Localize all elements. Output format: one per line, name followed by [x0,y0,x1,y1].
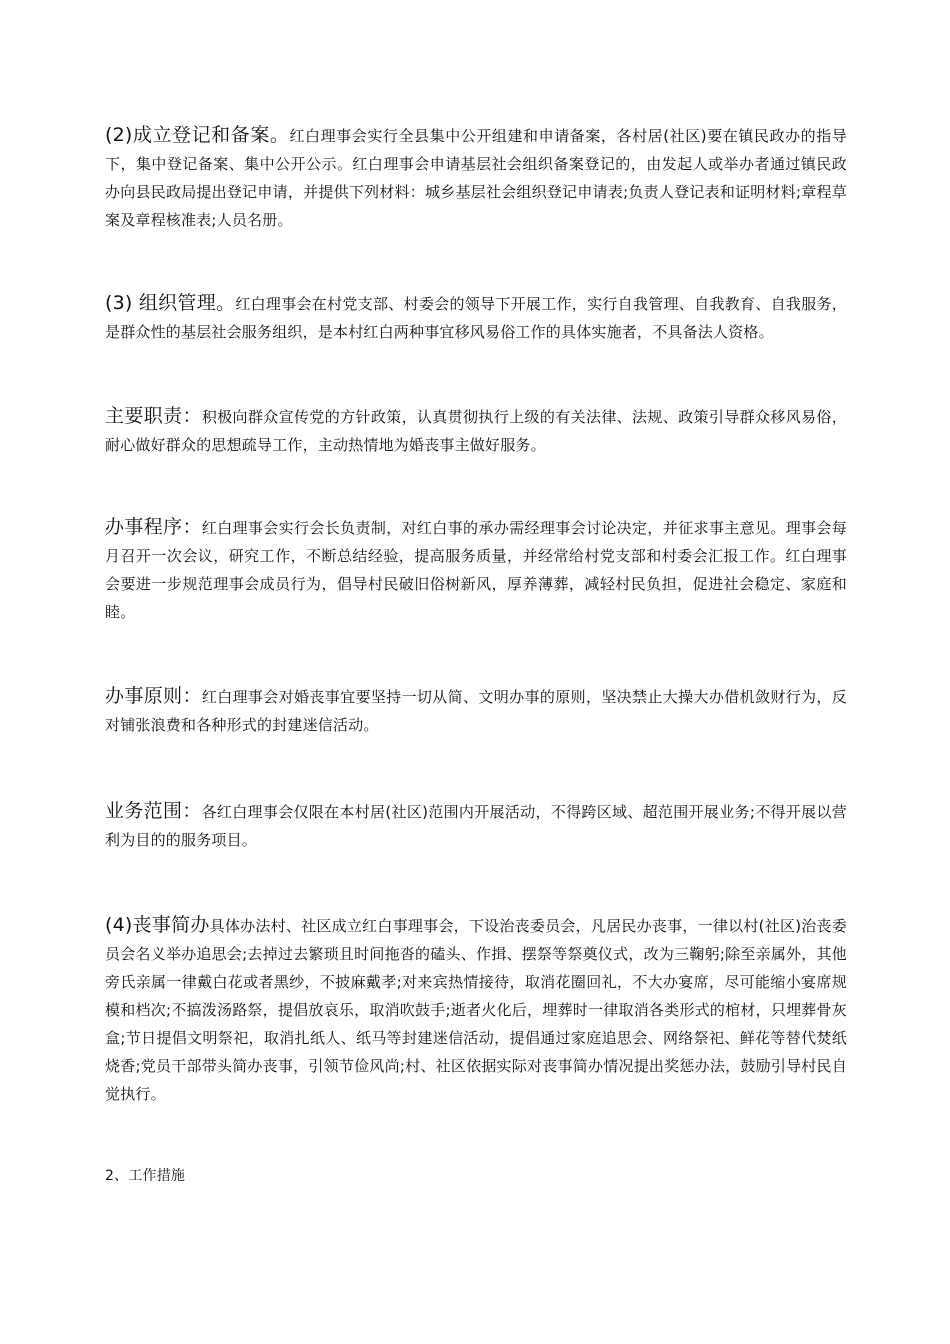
paragraph-lead: 主要职责： [105,405,202,427]
paragraph-duties [105,402,847,459]
paragraph-text: 2、工作措施 [105,1168,186,1184]
paragraph-lead: 办事原则： [105,685,202,707]
section-heading-work-measures [105,1162,847,1190]
paragraph-lead: 业务范围： [105,800,202,822]
paragraph-text: 红白理事会实行全县集中公开组建和申请备案，各村居(社区)要在镇民政办的指导下，集中登记备案、集中公开公示。红白理事会申请基层社会组织备案登记的，由发起人或举办者通过镇民政办向县民政局提出登记申请，并提供下列材料：城乡基层社会组织登记申请表;负责人登记表和证明材料;章程草案及章程核准表;人员名册。 [105,127,847,229]
paragraph-text: 积极向群众宣传党的方针政策，认真贯彻执行上级的有关法律、法规、政策引导群众移风易俗，耐心做好群众的思想疏导工作，主动热情地为婚丧事主做好服务。 [105,408,847,454]
paragraph-text: 红白理事会实行会长负责制，对红白事的承办需经理事会讨论决定，并征求事主意见。理事会每月召开一次会议，研究工作，不断总结经验，提高服务质量，并经常给村党支部和村委会汇报工作。红白理事会要进一步规范理事会成员行为，倡导村民破旧俗树新风，厚养薄葬，减轻村民负担，促进社会稳定、家庭和睦。 [105,519,847,621]
paragraph-funeral-simplification [105,911,847,1108]
paragraph-text: 各红白理事会仅限在本村居(社区)范围内开展活动，不得跨区域、超范围开展业务;不得开展以营利为目的的服务项目。 [105,803,847,849]
paragraph-scope [105,797,847,854]
paragraph-text: 红白理事会对婚丧事宜要坚持一切从简、文明办事的原则，坚决禁止大操大办借机敛财行为，反对铺张浪费和各种形式的封建迷信活动。 [105,688,847,734]
paragraph-principles [105,682,847,739]
paragraph-text: 具体办法村、社区成立红白事理事会，下设治丧委员会，凡居民办丧事，一律以村(社区)治丧委员会名义举办追思会;去掉过去繁琐且时间拖沓的磕头、作揖、摆祭等祭奠仪式，改为三鞠躬;除至亲属外，其他旁氏亲属一律戴白花或者黑纱，不披麻戴孝;对来宾热情接待，取消花圈回礼，不大办宴席，尽可能缩小宴席规模和档次;不搞泼汤路祭，提倡放哀乐，取消吹鼓手;逝者火化后，埋葬时一律取消各类形式的棺材，只埋葬骨灰盒;节日提倡文明祭祀，取消扎纸人、纸马等封建迷信活动，提倡通过家庭追思会、网络祭祀、鲜花等替代焚纸烧香;党员干部带头简办丧事，引领节俭风尚;村、社区依据实际对丧事简办情况提出奖惩办法，鼓励引导村民自觉执行。 [105,917,847,1103]
paragraph-lead: 办事程序： [105,516,202,538]
paragraph-organization [105,289,847,346]
paragraph-procedure [105,513,847,626]
paragraph-lead: (4)丧事简办 [105,914,210,936]
paragraph-text: 红白理事会在村党支部、村委会的领导下开展工作，实行自我管理、自我教育、自我服务，是群众性的基层社会服务组织，是本村红白两种事宜移风易俗工作的具体实施者，不具备法人资格。 [105,295,847,341]
paragraph-lead: (2)成立登记和备案。 [105,124,290,146]
paragraph-registration [105,121,847,234]
paragraph-lead: (3) 组织管理。 [105,292,236,314]
